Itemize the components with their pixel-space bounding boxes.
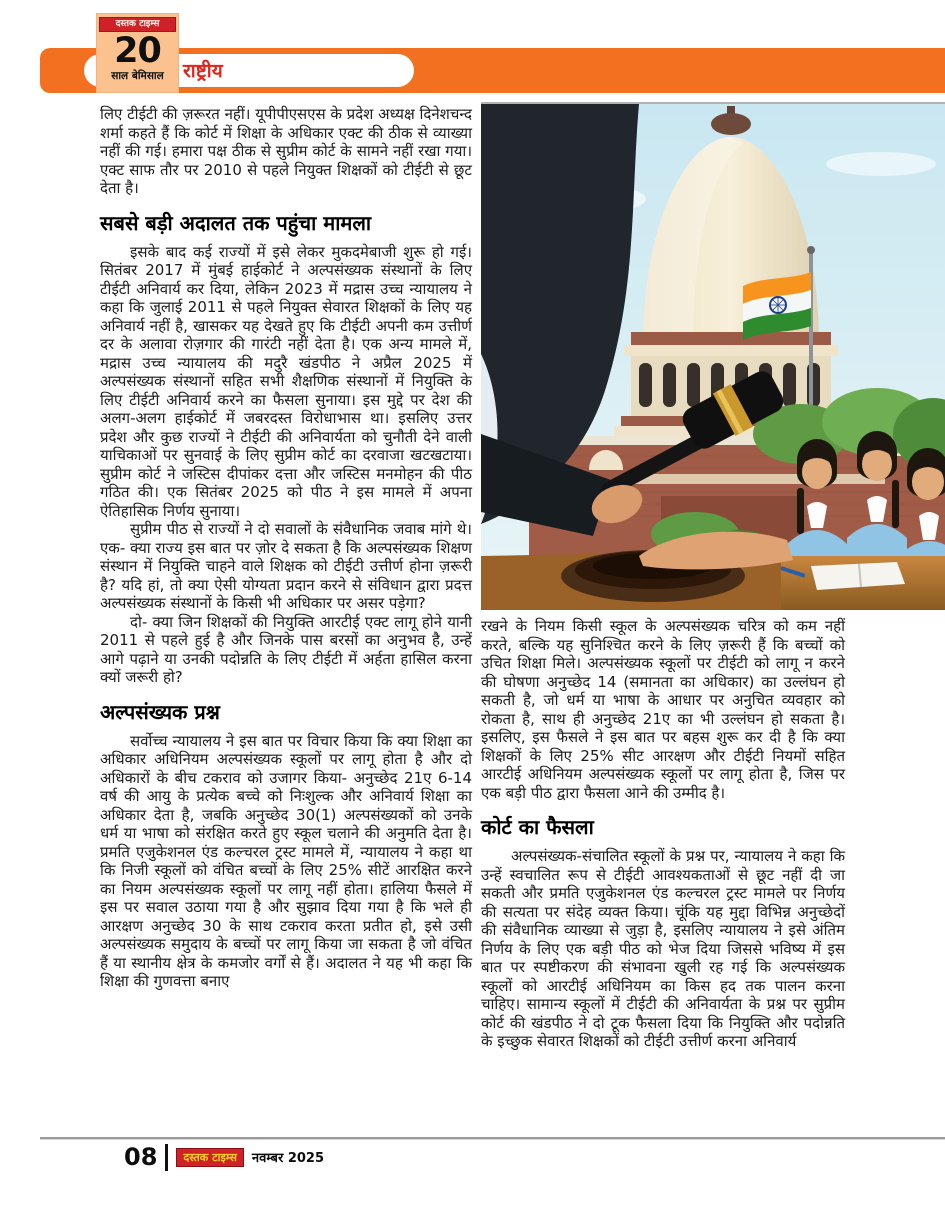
- article-paragraph: दो- क्या जिन शिक्षकों की नियुक्ति आरटीई एक्ट लागू होने यानी 2011 से पहले हुई है और जिनके पास बरसों का अनुभव है, उन्हें आगे पढ़ाने या उनकी पदोन्नति के लिए टीईटी में अर्हता हासिल करना क्यों जरूरी हो?: [100, 612, 472, 686]
- supreme-court-illustration: [481, 104, 945, 610]
- student-desk: [759, 556, 945, 610]
- article-paragraph: इसके बाद कई राज्यों में इसे लेकर मुकदमेबाजी शुरू हो गई। सितंबर 2017 में मुंबई हाईकोर्ट ने अल्पसंख्यक संस्थानों के लिए टीईटी अनिवार्य कर दिया, लेकिन 2023 में मद्रास उच्च न्यायालय ने कहा कि जुलाई 2011 से पहले नियुक्त सेवारत शिक्षकों के लिए यह अनिवार्य नहीं है, खासकर यह देखते हुए कि टीईटी अपनी कम उत्तीर्ण दर के अलावा रोज़गार की गारंटी नहीं देता है। एक अन्य मामले में, मद्रास उच्च न्यायालय की मदुरै खंडपीठ ने अप्रैल 2025 में अल्पसंख्यक संस्थानों सहित सभी शैक्षणिक संस्थानों में नियुक्ति के लिए टीईटी अनिवार्य करने का फैसला सुनाया। इस मुद्दे पर देश की अलग-अलग हाईकोर्ट में जबरदस्त विरोधाभास था। इसलिए उत्तर प्रदेश और कुछ राज्यों ने टीईटी की अनिवार्यता को चुनौती देने वाली याचिकाओं पर सुनवाई के लिए सुप्रीम कोर्ट का दरवाजा खटखटाया। सुप्रीम कोर्ट ने जस्टिस दीपांकर दत्ता और जस्टिस मनमोहन की पीठ गठित की। एक सितंबर 2025 को पीठ ने इस मामले में अपना ऐतिहासिक निर्णय सुनाया।: [100, 242, 472, 520]
- anniversary-years: 20: [114, 31, 161, 71]
- footer-brand-logo: दस्तक टाइम्स: [176, 1148, 243, 1167]
- article-subheading: अल्पसंख्यक प्रश्न: [100, 699, 220, 724]
- article-subheading: कोर्ट का फैसला: [481, 815, 594, 839]
- article-column-left: [100, 105, 472, 991]
- footer: [124, 1143, 324, 1171]
- article-paragraph: लिए टीईटी की ज़रूरत नहीं। यूपीपीएसएस के प्रदेश अध्यक्ष दिनेशचन्द शर्मा कहते हैं कि कोर्ट में शिक्षा के अधिकार एक्ट की ठीक से व्याख्या नहीं की गई। हमारा पक्ष ठीक से सुप्रीम कोर्ट के सामने नहीं रखा गया। एक्ट साफ तौर पर 2010 से पहले नियुक्त शिक्षकों को टीईटी से छूट देता है।: [100, 105, 472, 197]
- page-number: 08: [124, 1143, 158, 1171]
- masthead-anniversary-badge: [96, 13, 179, 93]
- masthead-brand-logo: दस्तक टाइम्स: [99, 17, 176, 32]
- article-subheading: सबसे बड़ी अदालत तक पहुंचा मामला: [100, 210, 372, 235]
- article-paragraph: अल्पसंख्यक-संचालित स्कूलों के प्रश्न पर, न्यायालय ने कहा कि उन्हें स्वचालित रूप से टीईटी आवश्यकताओं से छूट नहीं दी जा सकती और प्रमति एजुकेशनल एंड कल्चरल ट्रस्ट मामले पर निर्णय की सत्यता पर संदेह व्यक्त किया। चूंकि यह मुद्दा विभिन्न अनुच्छेदों की संवैधानिक व्याख्या से जुड़ा है, इसलिए न्यायालय ने इसे अंतिम निर्णय के लिए एक बड़ी पीठ को भेज दिया जिससे भविष्य में इस बात पर स्पष्टीकरण की संभावना खुली रह गई कि अल्पसंख्यक स्कूलों को आरटीई अधिनियम का किस हद तक पालन करना चाहिए। सामान्य स्कूलों में टीईटी की अनिवार्यता के प्रश्न पर सुप्रीम कोर्ट की खंडपीठ ने दो टूक फैसला दिया कि नियुक्ति और पदोन्नति के इच्छुक सेवारत शिक्षकों को टीईटी उत्तीर्ण करना अनिवार्य: [481, 847, 845, 1050]
- article-column-right: [481, 617, 845, 1051]
- article-paragraph: रखने के नियम किसी स्कूल के अल्पसंख्यक चरित्र को कम नहीं करते, बल्कि यह सुनिश्चित करने के लिए ज़रूरी हैं कि बच्चों को उचित शिक्षा मिले। अल्पसंख्यक स्कूलों पर टीईटी को लागू न करने की घोषणा अनुच्छेद 14 (समानता का अधिकार) का उल्लंघन हो सकती है, जो धर्म या भाषा के आधार पर अनुचित व्यवहार को रोकता है, साथ ही अनुच्छेद 21ए का भी उल्लंघन हो सकता है। इसलिए, इस फैसले ने इस बात पर बहस शुरू कर दी है कि क्या शिक्षकों के लिए 25% सीट आरक्षण और टीईटी नियमों सहित आरटीई अधिनियम अल्पसंख्यक स्कूलों पर लागू होता है, जिस पर एक बड़ी पीठ द्वारा फैसला आने की उम्मीद है।: [481, 617, 845, 802]
- footer-rule: [40, 1137, 945, 1140]
- supreme-court-photo: [481, 102, 945, 612]
- section-title: राष्ट्रीय: [183, 60, 223, 82]
- footer-date: नवम्बर 2025: [251, 1151, 325, 1166]
- anniversary-tagline: साल बेमिसाल: [111, 70, 164, 82]
- footer-divider: [165, 1144, 168, 1171]
- article-paragraph: सर्वोच्च न्यायालय ने इस बात पर विचार किया कि क्या शिक्षा का अधिकार अधिनियम अल्पसंख्यक स्कूलों पर लागू होता है और दो अधिकारों के बीच टकराव को उजागर किया- अनुच्छेद 21ए 6-14 वर्ष की आयु के प्रत्येक बच्चे को निःशुल्क और अनिवार्य शिक्षा का अधिकार देता है, जबकि अनुच्छेद 30(1) अल्पसंख्यकों को उनके धर्म या भाषा को संरक्षित करते हुए स्कूल चलाने की अनुमति देता है। प्रमति एजुकेशनल एंड कल्चरल ट्रस्ट मामले में, न्यायालय ने कहा था कि निजी स्कूलों को वंचित बच्चों के लिए 25% सीटें आरक्षित करने का नियम अल्पसंख्यक स्कूलों पर लागू नहीं होता। हालिया फैसले में इस पर सवाल उठाया गया है और सुझाव दिया गया है कि भले ही आरक्षण अनुच्छेद 30 के साथ टकराव करता प्रतीत हो, इसे उसी अल्पसंख्यक समुदाय के बच्चों पर लागू किया जा सकता है जो वंचित हैं या स्थानीय क्षेत्र के कमजोर वर्गों से हैं। अदालत ने यह भी कहा कि शिक्षा की गुणवत्ता बनाए: [100, 731, 472, 990]
- article-paragraph: सुप्रीम पीठ से राज्यों ने दो सवालों के संवैधानिक जवाब मांगे थे। एक- क्या राज्य इस बात पर ज़ोर दे सकता है कि अल्पसंख्यक शिक्षण संस्थान में नियुक्ति चाहने वाले शिक्षक को टीईटी उत्तीर्ण होना ज़रूरी है? यदि हां, तो क्या ऐसी योग्यता प्रदान करने से संविधान द्वारा प्रदत्त अल्पसंख्यक संस्थानों के किसी भी अधिकार पर असर पड़ेगा?: [100, 520, 472, 612]
